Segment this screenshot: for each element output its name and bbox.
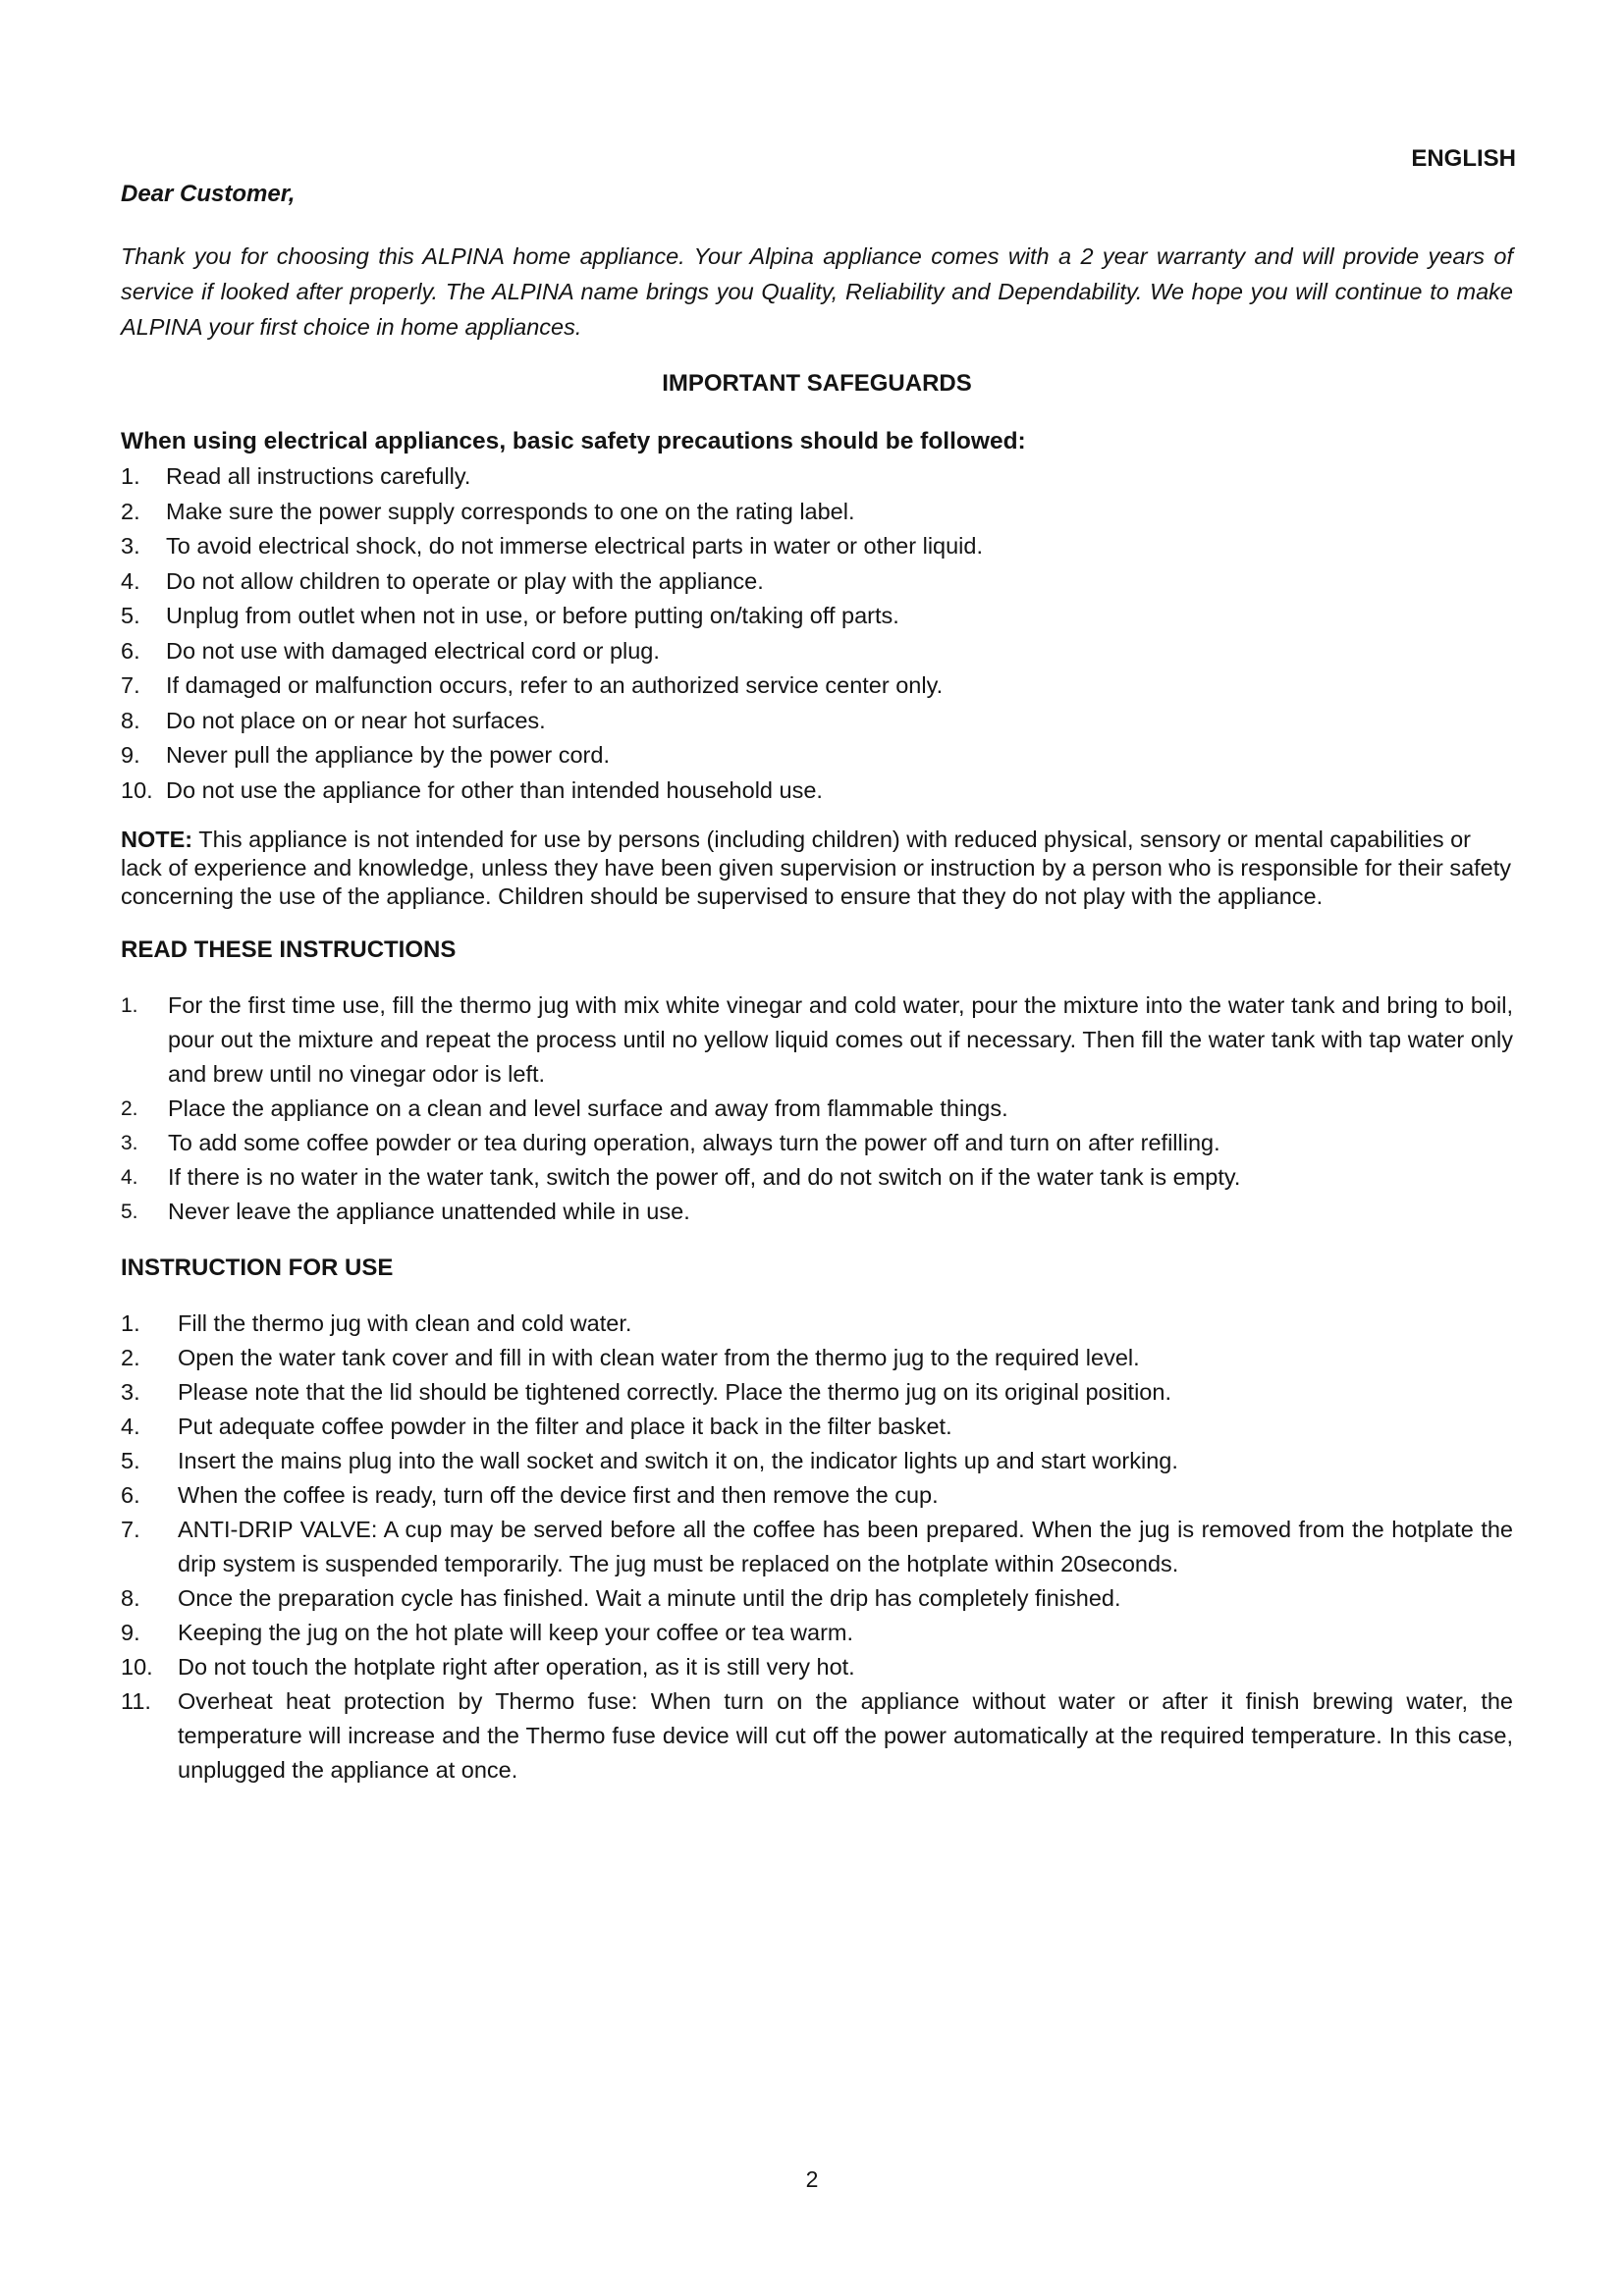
list-item-number: 1. [121, 994, 138, 1017]
list-item-text: Never pull the appliance by the power cord. [166, 742, 610, 768]
intro-paragraph: Thank you for choosing this ALPINA home appliance. Your Alpina appliance comes with a 2 year warranty and will provide years of service if looked after properly. The ALPINA name brings you Quality, Reliability and Dependability. We hope you will continue to make ALPINA your first choice in home appliances. [121, 243, 1513, 340]
list-item-text: Place the appliance on a clean and level surface and away from flammable things. [168, 1095, 1008, 1121]
list-item-number: 5. [121, 1448, 140, 1473]
list-item [121, 1375, 1513, 1410]
list-item-text: If there is no water in the water tank, switch the power off, and do not switch on if the water tank is empty. [168, 1164, 1241, 1190]
list-item [121, 1195, 1513, 1229]
list-item-number: 10. [121, 1654, 153, 1680]
list-item-number: 6. [121, 1482, 140, 1508]
instruction-for-use-heading: INSTRUCTION FOR USE [121, 1255, 394, 1281]
list-item [121, 1410, 1513, 1444]
list-item [121, 1341, 1513, 1375]
instruction-for-use-list [121, 1307, 1513, 1788]
list-item-text: Open the water tank cover and fill in with clean water from the thermo jug to the required level. [178, 1345, 1140, 1370]
language-label: ENGLISH [1411, 145, 1516, 172]
list-item-text: Please note that the lid should be tightened correctly. Place the thermo jug on its original position. [178, 1379, 1171, 1405]
list-item-number: 3. [121, 1379, 140, 1405]
list-item-text: Put adequate coffee powder in the filter and place it back in the filter basket. [178, 1414, 952, 1439]
list-item [121, 774, 1513, 809]
list-item-number: 4. [121, 1166, 138, 1189]
list-item-text: Keeping the jug on the hot plate will keep your coffee or tea warm. [178, 1620, 854, 1645]
list-item-text: Read all instructions carefully. [166, 463, 471, 489]
list-item-number: 1. [121, 463, 140, 489]
list-item [121, 1650, 1513, 1684]
list-item-number: 5. [121, 603, 140, 628]
list-item [121, 704, 1513, 739]
list-item-number: 8. [121, 1585, 140, 1611]
list-item-text: To add some coffee powder or tea during operation, always turn the power off and turn on after refilling. [168, 1130, 1220, 1155]
list-item-text: Fill the thermo jug with clean and cold water. [178, 1310, 632, 1336]
list-item-number: 5. [121, 1201, 138, 1223]
safeguards-heading: IMPORTANT SAFEGUARDS [662, 370, 972, 397]
list-item-text: Never leave the appliance unattended while in use. [168, 1199, 690, 1224]
list-item-number: 2. [121, 1097, 138, 1120]
list-item [121, 1684, 1513, 1788]
list-item [121, 529, 1513, 564]
page-number: 2 [805, 2166, 819, 2192]
list-item-number: 9. [121, 1620, 140, 1645]
list-item-text: Insert the mains plug into the wall socket and switch it on, the indicator lights up and start working. [178, 1448, 1178, 1473]
greeting: Dear Customer, [121, 181, 296, 207]
list-item-number: 4. [121, 1414, 140, 1439]
read-instructions-list [121, 988, 1513, 1229]
list-item-number: 7. [121, 672, 140, 698]
safeguards-list [121, 459, 1513, 808]
note-label: NOTE: [121, 827, 193, 852]
list-item-text: Do not allow children to operate or play with the appliance. [166, 567, 764, 594]
list-item [121, 1444, 1513, 1478]
list-item-number: 10. [121, 776, 153, 803]
list-item [121, 459, 1513, 495]
list-item [121, 738, 1513, 774]
list-item [121, 1513, 1513, 1581]
note-text: This appliance is not intended for use by persons (including children) with reduced physical, sensory or mental capabilities or lack of experience and knowledge, unless they have been given supervision or instruction by a person who is responsible for their safety concerning the use of the appliance. Children should be supervised to ensure that they do not play with the appliance. [121, 827, 1512, 909]
list-item-text: Unplug from outlet when not in use, or before putting on/taking off parts. [166, 603, 899, 628]
list-item [121, 634, 1513, 669]
list-item-number: 3. [121, 533, 140, 559]
list-item-text: Do not place on or near hot surfaces. [166, 707, 546, 733]
list-item-number: 4. [121, 567, 140, 594]
list-item-text: Overheat heat protection by Thermo fuse: When turn on the appliance without water or after it finish brewing water, the temperature will increase and the Thermo fuse device will cut off the power automatically at the required temperature. In this case, unplugged the appliance at once. [178, 1688, 1513, 1783]
list-item-text: Do not touch the hotplate right after operation, as it is still very hot. [178, 1654, 855, 1680]
list-item-number: 7. [121, 1517, 140, 1542]
list-item-number: 6. [121, 637, 140, 664]
list-item-text: When the coffee is ready, turn off the device first and then remove the cup. [178, 1482, 939, 1508]
list-item [121, 1126, 1513, 1160]
list-item [121, 1092, 1513, 1126]
read-instructions-heading: READ THESE INSTRUCTIONS [121, 936, 457, 963]
list-item [121, 668, 1513, 704]
list-item-text: Do not use the appliance for other than intended household use. [166, 776, 823, 803]
list-item [121, 1160, 1513, 1195]
list-item-text: If damaged or malfunction occurs, refer to an authorized service center only. [166, 672, 944, 698]
safeguards-lead: When using electrical appliances, basic safety precautions should be followed: [121, 428, 1026, 454]
list-item-number: 3. [121, 1132, 138, 1154]
list-item-text: Once the preparation cycle has finished. Wait a minute until the drip has completely finished. [178, 1585, 1121, 1611]
list-item-text: For the first time use, fill the thermo jug with mix white vinegar and cold water, pour the mixture into the water tank and bring to boil, pour out the mixture and repeat the process until no yellow liquid comes out if necessary. Then fill the water tank with tap water only and brew until no vinegar odor is left. [168, 992, 1513, 1087]
list-item-number: 2. [121, 1345, 140, 1370]
list-item [121, 1307, 1513, 1341]
list-item-text: Make sure the power supply corresponds to one on the rating label. [166, 498, 855, 524]
list-item-text: To avoid electrical shock, do not immerse electrical parts in water or other liquid. [166, 533, 984, 559]
list-item-number: 1. [121, 1310, 140, 1336]
list-item-number: 2. [121, 498, 140, 524]
list-item [121, 988, 1513, 1092]
list-item [121, 599, 1513, 634]
document-body [121, 177, 1513, 1788]
list-item [121, 1616, 1513, 1650]
list-item [121, 564, 1513, 600]
note-paragraph [121, 826, 1513, 911]
list-item [121, 495, 1513, 530]
list-item-text: Do not use with damaged electrical cord or plug. [166, 637, 660, 664]
list-item-number: 11. [121, 1688, 151, 1714]
list-item [121, 1478, 1513, 1513]
list-item-text: ANTI-DRIP VALVE: A cup may be served before all the coffee has been prepared. When the jug is removed from the hotplate the drip system is suspended temporarily. The jug must be replaced on the hotplate within 20seconds. [178, 1517, 1513, 1576]
list-item-number: 8. [121, 707, 140, 733]
list-item-number: 9. [121, 742, 140, 768]
list-item [121, 1581, 1513, 1616]
